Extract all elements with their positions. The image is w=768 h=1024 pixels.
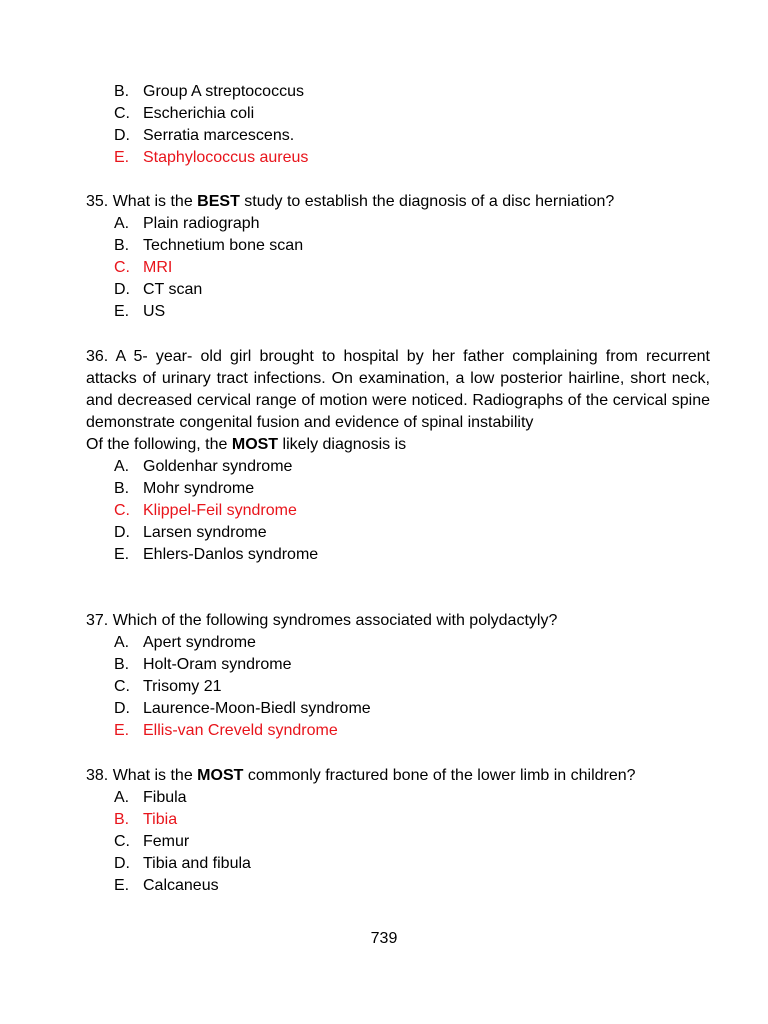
question-35 (86, 191, 710, 323)
question-36 (86, 346, 710, 566)
option-c-correct: C. MRI (114, 259, 173, 276)
option-b: B. Mohr syndrome (114, 480, 255, 497)
question-34-options (86, 81, 710, 169)
option-e: E. Calcaneus (114, 877, 219, 894)
option-a: A. Apert syndrome (114, 634, 256, 651)
question-stem: 38. What is the MOST commonly fractured bone of the lower limb in children? (86, 767, 636, 784)
option-e: E. Ehlers-Danlos syndrome (114, 546, 319, 563)
option-d: D. CT scan (114, 281, 203, 298)
question-stem: 37. Which of the following syndromes associated with polydactyly? (86, 612, 558, 629)
option-d: D. Serratia marcescens. (114, 127, 295, 144)
option-a: A. Plain radiograph (114, 215, 260, 232)
option-b: B. Holt-Oram syndrome (114, 656, 292, 673)
option-c: C. Trisomy 21 (114, 678, 222, 695)
option-e: E. US (114, 303, 166, 320)
option-e-correct: E. Staphylococcus aureus (114, 149, 309, 166)
option-a: A. Fibula (114, 789, 187, 806)
option-c-correct: C. Klippel-Feil syndrome (114, 502, 297, 519)
question-prompt: Of the following, the MOST likely diagnosis is (86, 436, 407, 453)
question-stem: 36. A 5- year- old girl brought to hospital by her father complaining from recurrent attacks of urinary tract infections. On examination, a low posterior hairline, short neck, and decreased cervical range of motion were noticed. Radiographs of the cervical spine demonstrate congenital fusion and evidence of spinal instability (86, 348, 710, 431)
option-c: C. Escherichia coli (114, 105, 255, 122)
question-stem: 35. What is the BEST study to establish the diagnosis of a disc herniation? (86, 193, 615, 210)
option-a: A. Goldenhar syndrome (114, 458, 293, 475)
option-b: B. Group A streptococcus (114, 83, 304, 100)
option-d: D. Laurence-Moon-Biedl syndrome (114, 700, 371, 717)
option-b: B. Technetium bone scan (114, 237, 304, 254)
question-38 (86, 765, 710, 897)
question-37 (86, 610, 710, 742)
option-e-correct: E. Ellis-van Creveld syndrome (114, 722, 338, 739)
option-b-correct: B. Tibia (114, 811, 178, 828)
option-d: D. Larsen syndrome (114, 524, 267, 541)
option-d: D. Tibia and fibula (114, 855, 251, 872)
page-number: 739 (370, 930, 398, 947)
option-c: C. Femur (114, 833, 190, 850)
